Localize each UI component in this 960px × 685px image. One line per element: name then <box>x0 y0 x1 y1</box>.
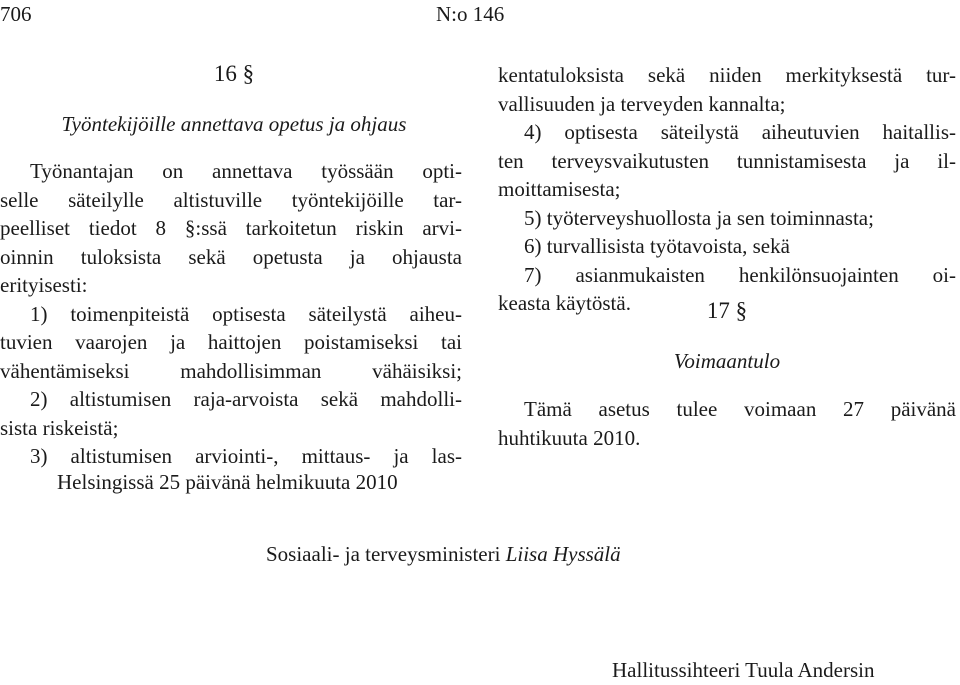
body-line: oinnin tuloksista sekä opetusta ja ohjausta <box>0 244 462 269</box>
body-line: vallisuuden ja terveyden kannalta; <box>498 91 786 116</box>
section-17-body <box>498 395 956 452</box>
body-line: 6) turvallisista työtavoista, sekä <box>524 234 790 258</box>
body-line: huhtikuuta 2010. <box>498 425 641 450</box>
body-line: sista riskeistä; <box>0 415 119 440</box>
right-column-body <box>498 61 956 318</box>
section-17-title: Voimaantulo <box>673 349 781 373</box>
body-line: moittamisesta; <box>498 177 621 201</box>
section-16-heading: 16 § <box>213 61 255 86</box>
section-16-body <box>0 157 462 471</box>
body-line: ten terveysvaikutusten tunnistamisesta ja il- <box>498 148 956 173</box>
minister-name: Liisa Hyssälä <box>505 542 621 566</box>
body-line: 1) toimenpiteistä optisesta säteilystä aiheu- <box>30 301 462 326</box>
body-line: 3) altistumisen arviointi-, mittaus- ja las- <box>30 444 462 468</box>
body-line: selle säteilylle altistuville työntekijöille tar- <box>0 187 462 212</box>
body-line: 4) optisesta säteilystä aiheutuvien haitallis- <box>524 120 956 144</box>
body-line: vähentämiseksi mahdollisimman vähäisiksi; <box>0 358 462 383</box>
body-line: 7) asianmukaisten henkilönsuojainten oi- <box>524 262 956 287</box>
body-line: kentatuloksista sekä niiden merkityksestä tur- <box>498 63 956 87</box>
section-17-heading: 17 § <box>706 298 748 323</box>
section-16-title: Työntekijöille annettava opetus ja ohjaus <box>61 112 407 136</box>
body-line: Tämä asetus tulee voimaan 27 päivänä <box>524 397 956 421</box>
issue-number: N:o 146 <box>436 2 505 26</box>
place-and-date: Helsingissä 25 päivänä helmikuuta 2010 <box>57 470 398 494</box>
body-line: tuvien vaarojen ja haittojen poistamiseksi tai <box>0 330 462 354</box>
body-line: peelliset tiedot 8 §:ssä tarkoitetun riskin arvi- <box>0 216 462 240</box>
minister-signature <box>266 540 621 569</box>
minister-title: Sosiaali- ja terveysministeri <box>266 542 501 566</box>
body-line: Työnantajan on annettava työssään opti- <box>30 159 462 183</box>
body-line: keasta käytöstä. <box>498 291 631 315</box>
page-number: 706 <box>0 2 32 26</box>
official-signature: Hallitussihteeri Tuula Andersin <box>612 658 875 682</box>
body-line: 5) työterveyshuollosta ja sen toiminnasta; <box>524 205 874 230</box>
body-line: 2) altistumisen raja-arvoista sekä mahdolli- <box>30 387 462 411</box>
body-line: erityisesti: <box>0 273 88 297</box>
